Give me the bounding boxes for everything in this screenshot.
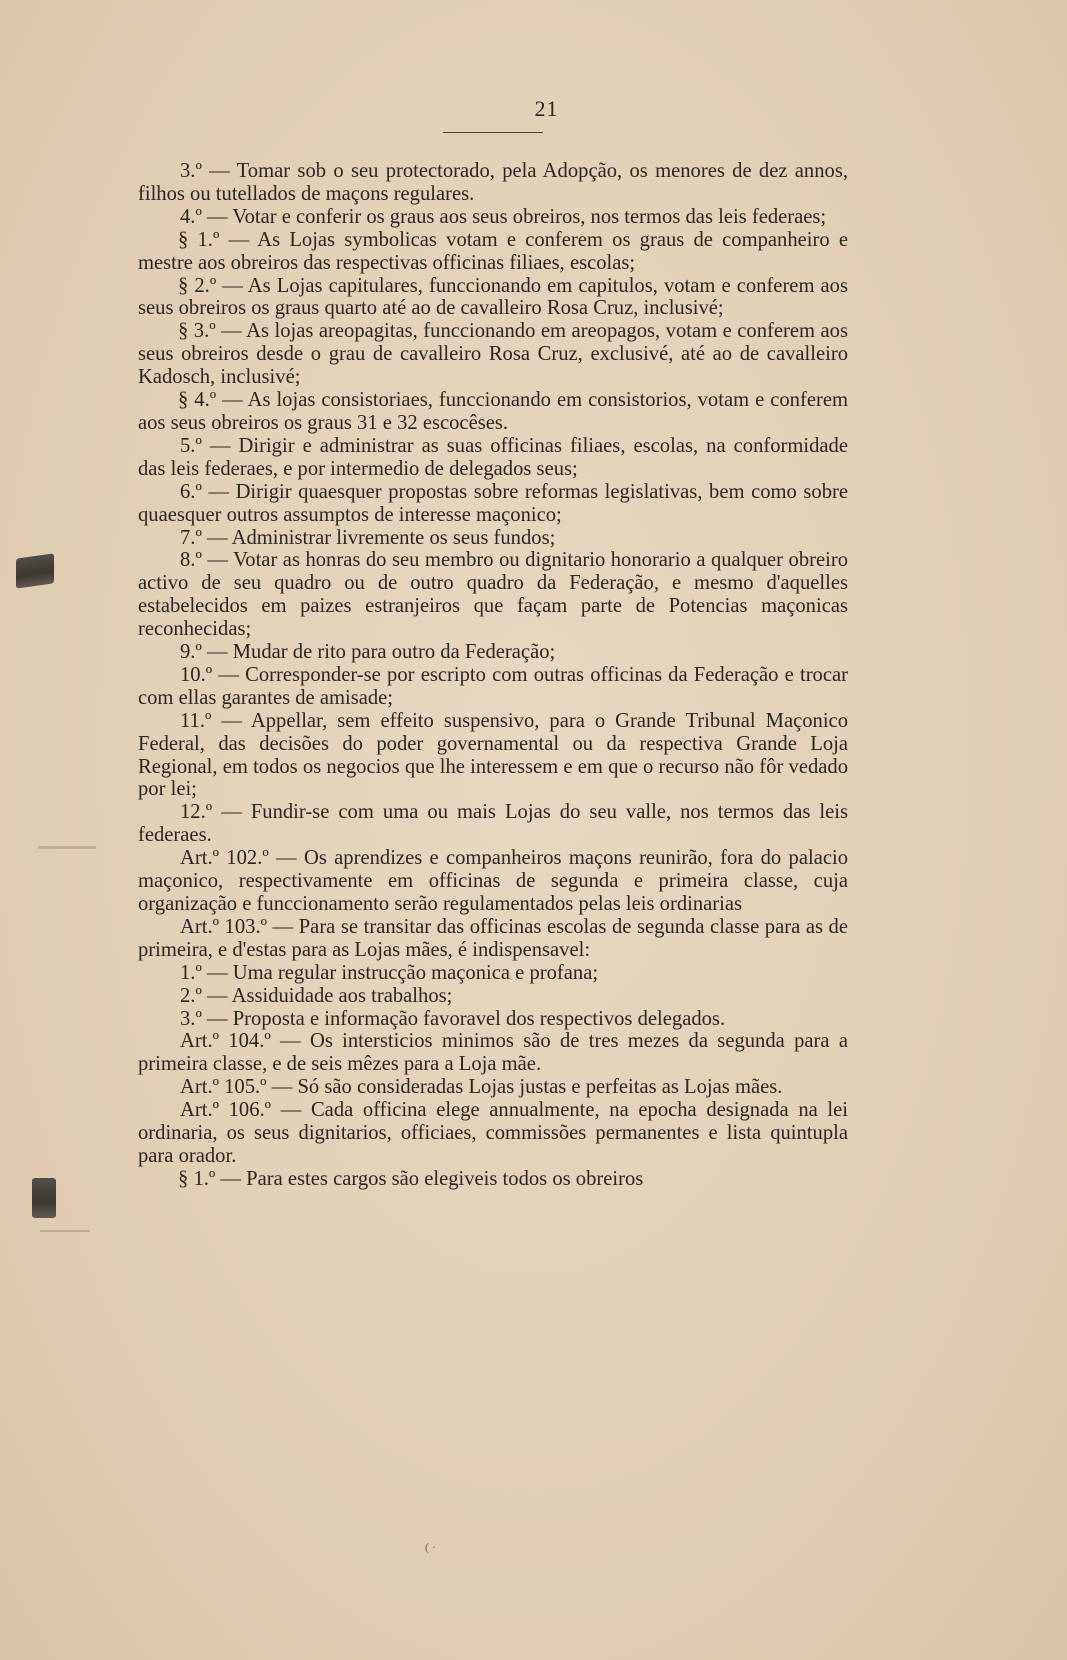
paragraph: 6.º — Dirigir quaesquer propostas sobre reformas legislativas, bem como sobre quaesquer outros assumptos de interesse maçonico; — [138, 480, 848, 526]
paragraph: § 3.º — As lojas areopagitas, funccionando em areopagos, votam e conferem aos seus obreiros desde o grau de cavalleiro Rosa Cruz, exclusivé, até ao de cavalleiro Kadosch, inclusivé; — [138, 320, 848, 389]
paragraph: 12.º — Fundir-se com uma ou mais Lojas do seu valle, nos termos das leis federaes. — [138, 801, 848, 847]
paragraph: Art.º 104.º — Os intersticios minimos são de tres mezes da segunda para a primeira classe, e de seis mêzes para a Loja mãe. — [138, 1030, 848, 1076]
margin-stain — [38, 846, 96, 849]
paragraph: 3.º — Proposta e informação favoravel dos respectivos delegados. — [180, 1007, 726, 1030]
header-rule — [443, 132, 543, 133]
body-text — [138, 160, 848, 1191]
paragraph: Art.º 105.º — Só são consideradas Lojas justas e perfeitas as Lojas mães. — [180, 1076, 783, 1099]
paragraph: 5.º — Dirigir e administrar as suas officinas filiaes, escolas, na conformidade das leis federaes, e por intermedio de delegados seus; — [138, 434, 848, 480]
bottom-mark: ( · — [425, 1540, 436, 1554]
paragraph: § 2.º — As Lojas capitulares, funccionando em capitulos, votam e conferem aos seus obreiros os graus quarto até ao de cavalleiro Rosa Cruz, inclusivé; — [138, 274, 848, 320]
paragraph: Art.º 103.º — Para se transitar das officinas escolas de segunda classe para as de primeira, e d'estas para as Lojas mães, é indispensavel: — [138, 915, 848, 961]
paragraph: § 1.º — Para estes cargos são elegiveis todos os obreiros — [178, 1167, 644, 1190]
paragraph: Art.º 106.º — Cada officina elege annualmente, na epocha designada na lei ordinaria, os seus dignitarios, officiaes, commissões permanentes e lista quintupla para orador. — [138, 1099, 848, 1167]
paragraph: 11.º — Appellar, sem effeito suspensivo, para o Grande Tribunal Maçonico Federal, das decisões do poder governamental ou da respectiva Grande Loja Regional, em todos os negocios que lhe interessem e em que o recurso não fôr vedado por lei; — [138, 709, 848, 801]
paragraph: 4.º — Votar e conferir os graus aos seus obreiros, nos termos das leis federaes; — [180, 205, 827, 228]
paragraph: 8.º — Votar as honras do seu membro ou dignitario honorario a qualquer obreiro activo de seu quadro ou de outro quadro da Federação, e mesmo d'aquelles estabelecidos em paizes estranjeiros que façam parte de Potencias maçonicas reconhecidas; — [138, 549, 848, 641]
margin-stain — [40, 1230, 90, 1232]
paragraph: § 1.º — As Lojas symbolicas votam e conferem os graus de companheiro e mestre aos obreiros das respectivas officinas filiaes, escolas; — [138, 228, 848, 274]
paragraph: § 4.º — As lojas consistoriaes, funccionando em consistorios, votam e conferem aos seus obreiros os graus 31 e 32 escocêses. — [138, 389, 848, 434]
paragraph: 1.º — Uma regular instrucção maçonica e profana; — [180, 961, 599, 984]
paragraph: 7.º — Administrar livremente os seus fundos; — [180, 526, 556, 549]
paragraph: 2.º — Assiduidade aos trabalhos; — [180, 984, 453, 1007]
binding-hole-top — [16, 553, 54, 588]
binding-hole-bottom — [32, 1178, 56, 1218]
paragraph: 10.º — Corresponder-se por escripto com outras officinas da Federação e trocar com ellas garantes de amisade; — [138, 663, 848, 709]
page-number: 21 — [534, 96, 559, 121]
paragraph: Art.º 102.º — Os aprendizes e companheiros maçons reunirão, fora do palacio maçonico, respectivamente em officinas de segunda e primeira classe, cuja organização e funccionamento serão regulamentados pelas leis ordinarias — [138, 847, 848, 915]
paragraph: 9.º — Mudar de rito para outro da Federação; — [180, 641, 556, 664]
paragraph: 3.º — Tomar sob o seu protectorado, pela Adopção, os menores de dez annos, filhos ou tutellados de maçons regulares. — [138, 160, 848, 205]
